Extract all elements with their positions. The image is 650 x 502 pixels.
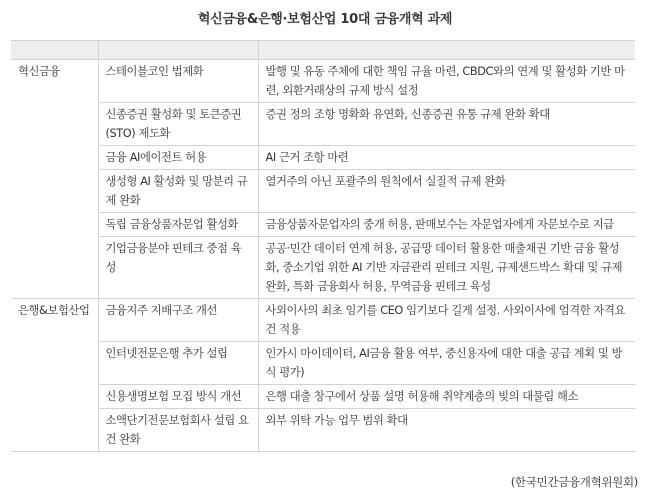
task-cell: 기업금융분야 핀테크 중점 육성 xyxy=(98,237,258,299)
detail-cell: 공공·민간 데이터 연계 허용, 공급망 데이터 활용한 매출채권 기반 금융 활성화, 중소기업 위한 AI 기반 자금관리 핀테크 지원, 규제샌드박스 확대 및 규제 완화, 특화 금융회사 허용, 무역금융 핀테크 육성 xyxy=(258,237,635,299)
category-cell: 혁신금융 xyxy=(11,60,98,299)
detail-cell: 금융상품자문업자의 중개 허용, 판매보수는 자문업자에게 자문보수로 지급 xyxy=(258,213,635,237)
detail-cell: 은행 대출 창구에서 상품 설명 허용해 취약계층의 빚의 대물림 해소 xyxy=(258,385,635,409)
table-row xyxy=(11,342,635,385)
table-row xyxy=(11,170,635,213)
detail-cell: 인가시 마이데이터, AI금융 활용 여부, 중신용자에 대한 대출 공급 계획 및 방식 평가) xyxy=(258,342,635,385)
table-row xyxy=(11,213,635,237)
table-row xyxy=(11,146,635,170)
table-row xyxy=(11,299,635,342)
task-cell: 생성형 AI 활성화 및 망분리 규제 완화 xyxy=(98,170,258,213)
table-header-row xyxy=(11,41,635,60)
header-cell xyxy=(258,41,635,60)
detail-cell: 사외이사의 최초 임기를 CEO 임기보다 길게 설정. 사외이사에 엄격한 자격요건 적용 xyxy=(258,299,635,342)
source-credit: (한국민간금융개혁위원회) xyxy=(510,475,638,489)
detail-cell: 발행 및 유동 주체에 대한 책임 규율 마련, CBDC와의 연계 및 활성화 기반 마련, 외환거래상의 규제 방식 설정 xyxy=(258,60,635,103)
task-cell: 금융지주 지배구조 개선 xyxy=(98,299,258,342)
reform-table-body xyxy=(11,41,635,452)
header-cell xyxy=(11,41,98,60)
detail-cell: 증권 정의 조항 명확화 유연화, 신종증권 유통 규제 완화 확대 xyxy=(258,103,635,146)
table-row xyxy=(11,409,635,452)
table-row xyxy=(11,103,635,146)
task-cell: 인터넷전문은행 추가 설립 xyxy=(98,342,258,385)
category-cell: 은행&보험산업 xyxy=(11,299,98,452)
detail-cell: AI 근거 조항 마련 xyxy=(258,146,635,170)
task-cell: 금융 AI에이전트 허용 xyxy=(98,146,258,170)
detail-cell: 외부 위탁 가능 업무 범위 확대 xyxy=(258,409,635,452)
table-row xyxy=(11,60,635,103)
document-title: 혁신금융&은행·보험산업 10대 금융개혁 과제 xyxy=(197,12,453,27)
reform-table xyxy=(11,40,635,452)
task-cell: 독립 금융상품자문업 활성화 xyxy=(98,213,258,237)
task-cell: 소액단기전문보험회사 설립 요건 완화 xyxy=(98,409,258,452)
header-cell xyxy=(98,41,258,60)
task-cell: 신종증권 활성화 및 토큰증권(STO) 제도화 xyxy=(98,103,258,146)
task-cell: 스테이블코인 법제화 xyxy=(98,60,258,103)
table-row xyxy=(11,237,635,299)
table-row xyxy=(11,385,635,409)
detail-cell: 열거주의 아닌 포괄주의 원칙에서 실질적 규제 완화 xyxy=(258,170,635,213)
task-cell: 신용생명보험 모집 방식 개선 xyxy=(98,385,258,409)
